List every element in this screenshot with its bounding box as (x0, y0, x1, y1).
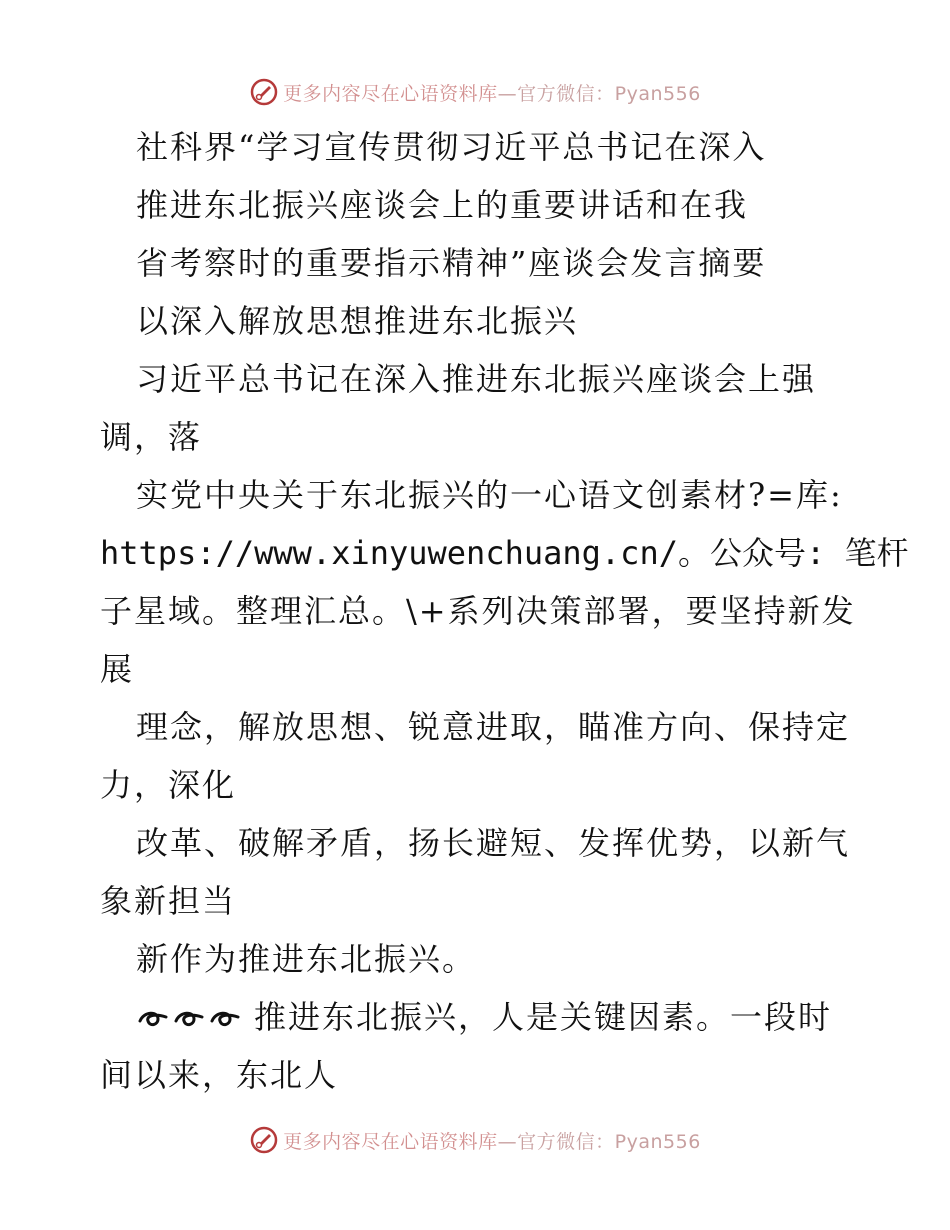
paragraph-line: 新作为推进东北振兴。 (136, 940, 477, 978)
watermark-brand: 更多内容尽在心语资料库 (283, 1130, 498, 1153)
paragraph-line: 间以来，东北人 (100, 1056, 339, 1094)
title-line-1: 社科界“学习宣传贯彻习近平总书记在深入 (136, 128, 767, 166)
watermark-brand: 更多内容尽在心语资料库 (283, 82, 498, 105)
title-line-2: 推进东北振兴座谈会上的重要讲话和在我 (136, 186, 749, 224)
paragraph-line: 力，深化 (100, 766, 237, 804)
paragraph-line-url (100, 524, 909, 582)
library-logo-icon (249, 1125, 279, 1155)
paragraph-line: 习近平总书记在深入推进东北振兴座谈会上强 (136, 360, 817, 398)
paragraph-text: 推进东北振兴，人是关键因素。一段时 (254, 998, 833, 1036)
paragraph-line: 展 (100, 650, 135, 688)
paragraph-line: 理念，解放思想、锐意进取，瞄准方向、保持定 (136, 708, 851, 746)
paragraph-line: 调，落 (100, 418, 203, 456)
title-line-3: 省考察时的重要指示精神”座谈会发言摘要 (136, 244, 767, 282)
header-watermark (0, 72, 950, 112)
document-body (100, 118, 909, 1104)
watermark-contact: —官方微信：Pyan556 (497, 82, 701, 105)
subtitle-line: 以深入解放思想推进东北振兴 (136, 302, 579, 340)
footer-watermark (0, 1120, 950, 1160)
ornament-icon (136, 1007, 246, 1033)
paragraph-line-ornament (100, 988, 860, 1046)
paragraph-line: 实党中央关于东北振兴的一心语文创素材?=库: (136, 476, 843, 514)
watermark-text (283, 79, 701, 106)
paragraph-line: 子星域。整理汇总。\+系列决策部署，要坚持新发 (100, 592, 856, 630)
paragraph-line: 改革、破解矛盾，扬长避短、发挥优势，以新气 (136, 824, 851, 862)
library-logo-icon (249, 77, 279, 107)
paragraph-line: 象新担当 (100, 882, 237, 920)
watermark-text (283, 1127, 701, 1154)
url-text: https://www.xinyuwenchuang.cn/。公众号: 笔杆 (100, 534, 909, 572)
watermark-contact: —官方微信：Pyan556 (497, 1130, 701, 1153)
